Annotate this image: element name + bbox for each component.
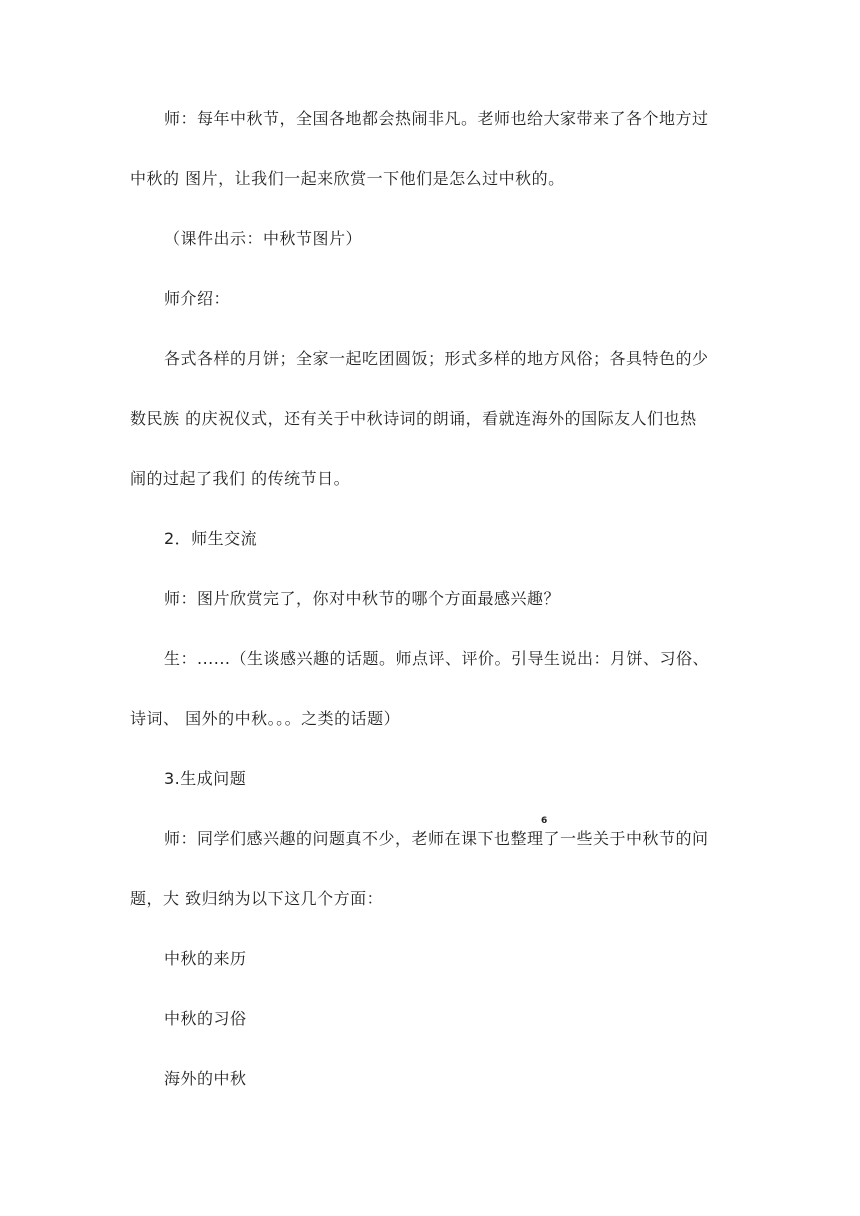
list-item: 中秋的习俗 — [164, 1009, 247, 1028]
page-number: 6 — [541, 816, 548, 826]
list-item: 海外的中秋 — [164, 1069, 247, 1088]
paragraph-line: 师：同学们感兴趣的问题真不少，老师在课下也整理了一些关于中秋节的问 — [164, 829, 709, 848]
section-heading: 3.生成问题 — [164, 769, 247, 788]
paragraph-line: 数民族 的庆祝仪式，还有关于中秋诗词的朗诵，看就连海外的国际友人们也热 — [130, 409, 697, 428]
paragraph-line: （课件出示：中秋节图片） — [164, 229, 363, 248]
list-item: 中秋的来历 — [164, 949, 247, 968]
paragraph-line: 生：......（生谈感兴趣的话题。师点评、评价。引导生说出：月饼、习俗、 — [164, 649, 710, 668]
paragraph-line: 闹的过起了我们 的传统节日。 — [130, 469, 351, 488]
paragraph-line: 师：图片欣赏完了，你对中秋节的哪个方面最感兴趣？ — [164, 589, 561, 608]
paragraph-line: 各式各样的月饼；全家一起吃团圆饭；形式多样的地方风俗；各具特色的少 — [164, 349, 709, 368]
paragraph-line: 师：每年中秋节，全国各地都会热闹非凡。老师也给大家带来了各个地方过 — [164, 109, 709, 128]
paragraph-line: 诗词、 国外的中秋。。。之类的话题） — [130, 709, 401, 728]
paragraph-line: 中秋的 图片，让我们一起来欣赏一下他们是怎么过中秋的。 — [130, 169, 565, 188]
paragraph-line: 师介绍： — [164, 289, 231, 308]
section-heading: 2．师生交流 — [164, 529, 258, 548]
paragraph-line: 题，大 致归纳为以下这几个方面： — [130, 889, 384, 908]
